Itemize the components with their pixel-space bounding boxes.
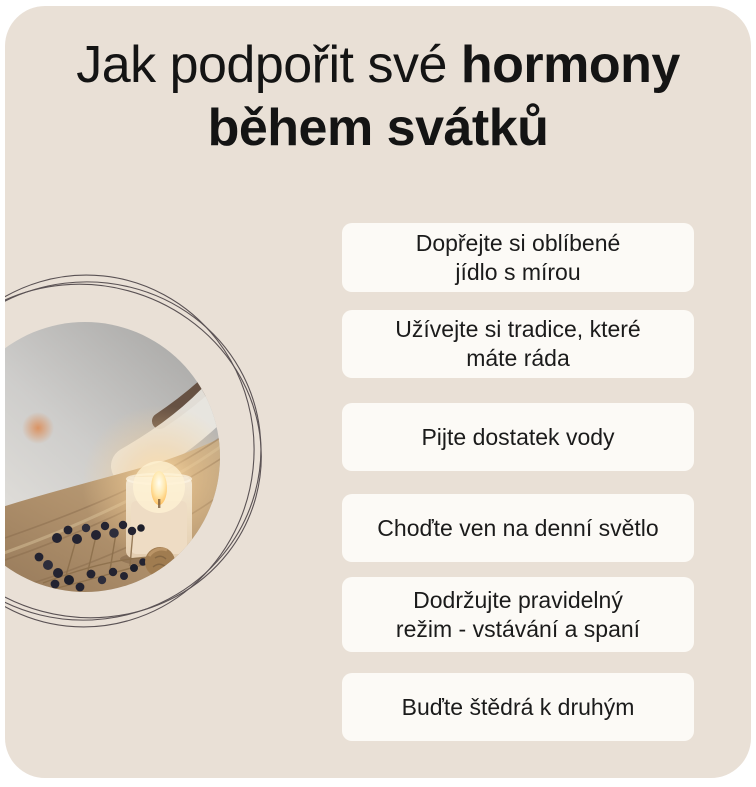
tip-card-be-generous bbox=[342, 673, 694, 741]
poster-title bbox=[5, 34, 751, 160]
tip-line: Pijte dostatek vody bbox=[421, 423, 615, 450]
tip-card-daylight bbox=[342, 494, 694, 562]
tip-line: jídlo s mírou bbox=[455, 258, 581, 285]
title-prefix: Jak podpořit své bbox=[76, 36, 461, 94]
tip-line: máte ráda bbox=[466, 345, 570, 371]
title-line2: během svátků bbox=[207, 99, 549, 157]
tip-line: Dopřejte si oblíbené bbox=[415, 229, 621, 256]
tip-line: Dodržujte pravidelný bbox=[413, 586, 623, 613]
tip-card-traditions bbox=[342, 310, 694, 378]
walnut bbox=[145, 547, 175, 577]
tip-card-regular-routine bbox=[342, 577, 694, 652]
candle-photo bbox=[5, 261, 285, 651]
tip-card-favorite-food bbox=[342, 223, 694, 292]
tip-line: Buďte štědrá k druhým bbox=[401, 693, 635, 720]
tip-line: Užívejte si tradice, které bbox=[395, 316, 641, 342]
poster-background bbox=[5, 6, 751, 778]
title-highlight: hormony bbox=[460, 36, 680, 94]
wall-light-spot bbox=[22, 412, 54, 444]
tip-line: Choďte ven na denní světlo bbox=[377, 514, 659, 541]
tip-line: režim - vstávání a spaní bbox=[395, 615, 641, 642]
tip-card-drink-water bbox=[342, 403, 694, 471]
